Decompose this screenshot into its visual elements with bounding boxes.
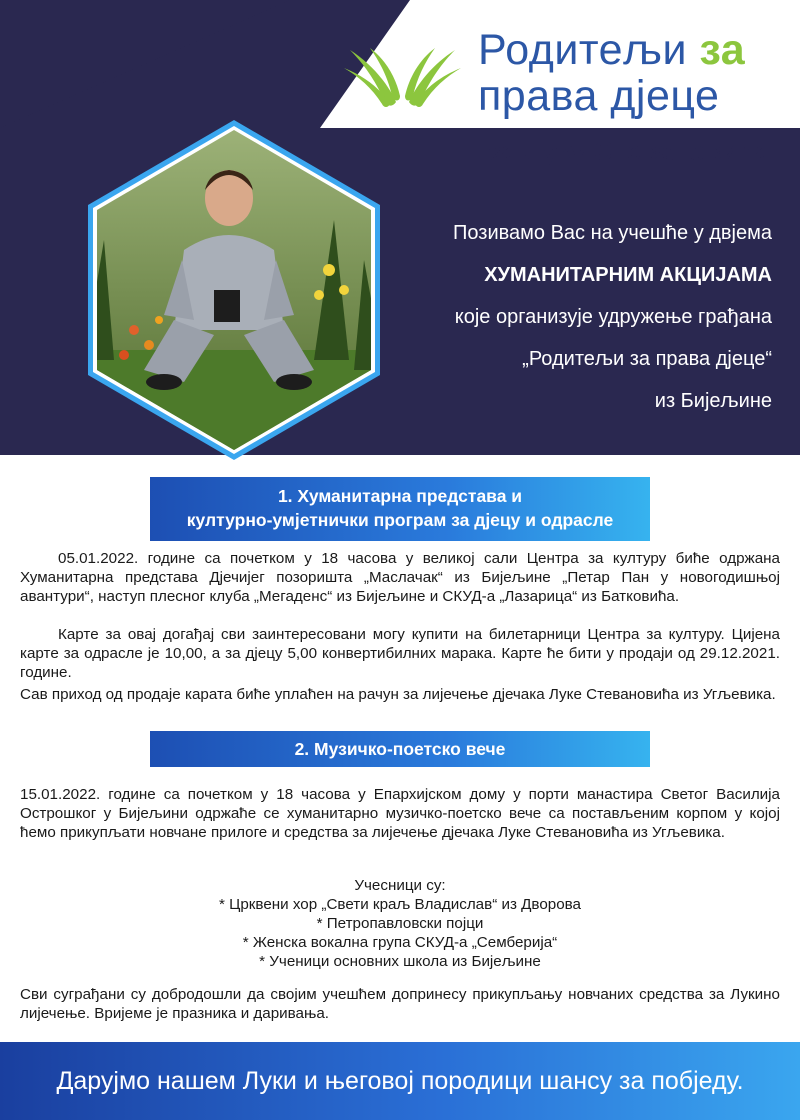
- logo-title-line1: Родитељи за: [478, 26, 746, 74]
- invitation-line: из Бијељине: [654, 390, 772, 412]
- section1-paragraph: Сав приход од продаје карата биће уплаћен на рачун за лијечење дјечака Луке Стевановића из Угљевика.: [20, 686, 776, 703]
- invitation-text: [392, 212, 772, 422]
- list-item: * Петропавловски појци: [316, 915, 484, 932]
- invitation-headline: ХУМАНИТАРНИМ АКЦИЈАМА: [484, 264, 772, 286]
- invitation-line: „Родитељи за права дјеце“: [522, 348, 772, 370]
- section2-title: 2. Музичко-поетско вече: [150, 731, 650, 767]
- boy-photo: [64, 120, 404, 460]
- campaign-subject: за Луку Стевановића: [487, 136, 770, 166]
- closing-paragraph: Сви суграђани су добродошли да својим учешћем допринесу прикупљању новчаних средства за Лукино лијечење. Вријеме је празника и даривања.: [20, 986, 780, 1022]
- participants-heading: Учесници су:: [354, 877, 446, 894]
- section1-title: 1. Хуманитарна представа и културно-умјетнички програм за дјецу и одрасле: [150, 477, 650, 541]
- invitation-line: Позивамо Вас на учешће у двјема: [453, 222, 772, 244]
- logo-title-line2: права дјеце: [478, 72, 720, 120]
- section1-paragraph: Карте за овај догађај сви заинтересовани могу купити на билетарници Центра за културу. Цијена карте за одрасле је 10,00, а за дјецу 5,00 конвертибилних марака. Карте ће бити у продаји од 29.12.2021. године.: [20, 626, 780, 681]
- section1-paragraph: 05.01.2022. године са почетком у 18 часова у великој сали Центра за културу биће одржана Хуманитарна представа Дјечијег позоришта „Маслачак“ из Бијељине „Петар Пан у новогодишњој авантури“, наступ плесног клуба „Мегаденс“ из Бијељине и СКУД-а „Лазарица“ из Батковића.: [20, 550, 780, 605]
- section2-paragraph: 15.01.2022. године са почетком у 18 часова у Епархијском дому у порти манастира Светог Василија Острошког у Бијељини одржаће се хуманитарно музичко-поетско вече са постављеним корпом у којој ћемо прикупљати новчане прилоге и средства за лијечење дјечака Луке Стевановића из Угљевика.: [20, 786, 780, 841]
- footer-banner: Даруjмо нашем Луки и његовој породици шансу за побједу.: [0, 1042, 800, 1120]
- list-item: * Црквени хор „Свети краљ Владислав“ из Дворова: [218, 896, 582, 913]
- hands-logo-icon: [340, 44, 465, 114]
- participants-list: [0, 876, 800, 971]
- invitation-line: које организује удружење грађана: [454, 306, 772, 328]
- list-item: * Ученици основних школа из Бијељине: [259, 953, 541, 970]
- brand-logo: [340, 26, 790, 126]
- list-item: * Женска вокална група СКУД-а „Семберија“: [242, 934, 558, 951]
